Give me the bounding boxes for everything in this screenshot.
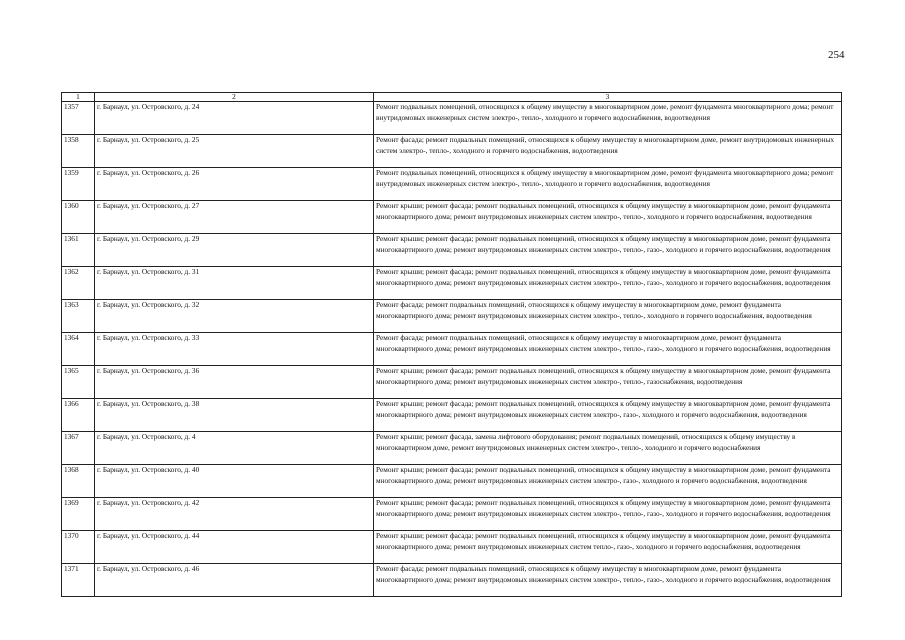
- row-works: Ремонт крыши; ремонт фасада; ремонт подвальных помещений, относящихся к общему имуществу в многоквартирном доме, ремонт фундамента многоквартирного дома; ремонт внутридомовых инженерных систем электро-, газо-, холодного и горячего водоснабжения, водоотведения: [374, 399, 842, 432]
- row-works: Ремонт подвальных помещений, относящихся к общему имуществу в многоквартирном доме, ремонт фундамента многоквартирного дома; ремонт внутридомовых инженерных систем электро-, тепло-, холодного и горячего водоснабжения, водоотведения: [374, 102, 842, 135]
- column-header-2: 2: [95, 93, 374, 102]
- table-row: [62, 333, 842, 366]
- row-address: г. Барнаул, ул. Островского, д. 26: [95, 168, 374, 201]
- row-works: Ремонт фасада; ремонт подвальных помещений, относящихся к общему имуществу в многоквартирном доме, ремонт фундамента многоквартирного дома; ремонт внутридомовых инженерных систем электро-, тепло-, газо-, холодного и горячего водоснабжения, водоотведения: [374, 333, 842, 366]
- row-number: 1360: [62, 201, 95, 234]
- row-address: г. Барнаул, ул. Островского, д. 42: [95, 498, 374, 531]
- row-address: г. Барнаул, ул. Островского, д. 38: [95, 399, 374, 432]
- row-address: г. Барнаул, ул. Островского, д. 36: [95, 366, 374, 399]
- row-address: г. Барнаул, ул. Островского, д. 29: [95, 234, 374, 267]
- row-works: Ремонт крыши; ремонт фасада; ремонт подвальных помещений, относящихся к общему имуществу в многоквартирном доме, ремонт фундамента многоквартирного дома; ремонт внутридомовых инженерных систем электро-, тепло-, холодного и горячего водоснабжения, водоотведения: [374, 201, 842, 234]
- table-row: [62, 102, 842, 135]
- row-number: 1370: [62, 531, 95, 564]
- row-number: 1361: [62, 234, 95, 267]
- row-number: 1365: [62, 366, 95, 399]
- row-address: г. Барнаул, ул. Островского, д. 31: [95, 267, 374, 300]
- table-row: [62, 168, 842, 201]
- table-row: [62, 564, 842, 597]
- row-address: г. Барнаул, ул. Островского, д. 40: [95, 465, 374, 498]
- table-row: [62, 531, 842, 564]
- row-works: Ремонт крыши; ремонт фасада, замена лифтового оборудования; ремонт подвальных помещений, относящихся к общему имуществу в многоквартирном доме, ремонт внутридомовых инженерных систем электро-, тепло-, холодного и горячего водоснабжения: [374, 432, 842, 465]
- row-number: 1367: [62, 432, 95, 465]
- column-header-1: 1: [62, 93, 95, 102]
- row-address: г. Барнаул, ул. Островского, д. 32: [95, 300, 374, 333]
- row-works: Ремонт фасада; ремонт подвальных помещений, относящихся к общему имуществу в многоквартирном доме, ремонт внутридомовых инженерных систем электро-, тепло-, холодного и горячего водоснабжения, водоотведения: [374, 135, 842, 168]
- row-number: 1359: [62, 168, 95, 201]
- row-number: 1357: [62, 102, 95, 135]
- row-works: Ремонт крыши; ремонт фасада; ремонт подвальных помещений, относящихся к общему имуществу в многоквартирном доме, ремонт фундамента многоквартирного дома; ремонт внутридомовых инженерных систем тепло-, газо-, холодного и горячего водоснабжения, водоотведения: [374, 531, 842, 564]
- row-address: г. Барнаул, ул. Островского, д. 33: [95, 333, 374, 366]
- table-row: [62, 267, 842, 300]
- row-number: 1369: [62, 498, 95, 531]
- row-works: Ремонт подвальных помещений, относящихся к общему имуществу в многоквартирном доме, ремонт фундамента многоквартирного дома; ремонт внутридомовых инженерных систем электро-, тепло-, холодного и горячего водоснабжения, водоотведения: [374, 168, 842, 201]
- row-number: 1363: [62, 300, 95, 333]
- table-row: [62, 201, 842, 234]
- row-address: г. Барнаул, ул. Островского, д. 24: [95, 102, 374, 135]
- row-number: 1358: [62, 135, 95, 168]
- row-works: Ремонт фасада; ремонт подвальных помещений, относящихся к общему имуществу в многоквартирном доме, ремонт фундамента многоквартирного дома; ремонт внутридомовых инженерных систем электро-, тепло-, газо-, холодного и горячего водоснабжения, водоотведения: [374, 564, 842, 597]
- table-row: [62, 399, 842, 432]
- row-number: 1368: [62, 465, 95, 498]
- table-row: [62, 234, 842, 267]
- table-header-row: [62, 93, 842, 102]
- table-row: [62, 300, 842, 333]
- row-works: Ремонт крыши; ремонт фасада; ремонт подвальных помещений, относящихся к общему имуществу в многоквартирном доме, ремонт фундамента многоквартирного дома; ремонт внутридомовых инженерных систем электро-, тепло-, газо-, холодного и горячего водоснабжения, водоотведения: [374, 267, 842, 300]
- table-row: [62, 135, 842, 168]
- column-header-3: 3: [374, 93, 842, 102]
- row-address: г. Барнаул, ул. Островского, д. 4: [95, 432, 374, 465]
- row-address: г. Барнаул, ул. Островского, д. 46: [95, 564, 374, 597]
- table-row: [62, 465, 842, 498]
- table-row: [62, 498, 842, 531]
- row-works: Ремонт крыши; ремонт фасада; ремонт подвальных помещений, относящихся к общему имуществу в многоквартирном доме, ремонт фундамента многоквартирного дома; ремонт внутридомовых инженерных систем электро-, тепло-, газо-, холодного и горячего водоснабжения, водоотведения: [374, 498, 842, 531]
- row-address: г. Барнаул, ул. Островского, д. 27: [95, 201, 374, 234]
- row-works: Ремонт фасада; ремонт подвальных помещений, относящихся к общему имуществу в многоквартирном доме, ремонт фундамента многоквартирного дома; ремонт внутридомовых инженерных систем электро-, тепло-, холодного и горячего водоснабжения, водоотведения: [374, 300, 842, 333]
- row-works: Ремонт крыши; ремонт фасада; ремонт подвальных помещений, относящихся к общему имуществу в многоквартирном доме, ремонт фундамента многоквартирного дома; ремонт внутридомовых инженерных систем электро-, тепло-, газо-, холодного и горячего водоснабжения, водоотведения: [374, 234, 842, 267]
- row-address: г. Барнаул, ул. Островского, д. 25: [95, 135, 374, 168]
- row-number: 1364: [62, 333, 95, 366]
- row-number: 1362: [62, 267, 95, 300]
- table-row: [62, 366, 842, 399]
- row-address: г. Барнаул, ул. Островского, д. 44: [95, 531, 374, 564]
- row-works: Ремонт крыши; ремонт фасада; ремонт подвальных помещений, относящихся к общему имуществу в многоквартирном доме, ремонт фундамента многоквартирного дома; ремонт внутридомовых инженерных систем электро-, газо-, холодного и горячего водоснабжения, водоотведения: [374, 465, 842, 498]
- row-number: 1371: [62, 564, 95, 597]
- row-number: 1366: [62, 399, 95, 432]
- table-row: [62, 432, 842, 465]
- registry-table: [61, 92, 842, 597]
- row-works: Ремонт крыши; ремонт фасада; ремонт подвальных помещений, относящихся к общему имуществу в многоквартирном доме, ремонт фундамента многоквартирного дома; ремонт внутридомовых инженерных систем электро-, тепло-, газоснабжения, водоотведения: [374, 366, 842, 399]
- page-number: 254: [828, 49, 845, 61]
